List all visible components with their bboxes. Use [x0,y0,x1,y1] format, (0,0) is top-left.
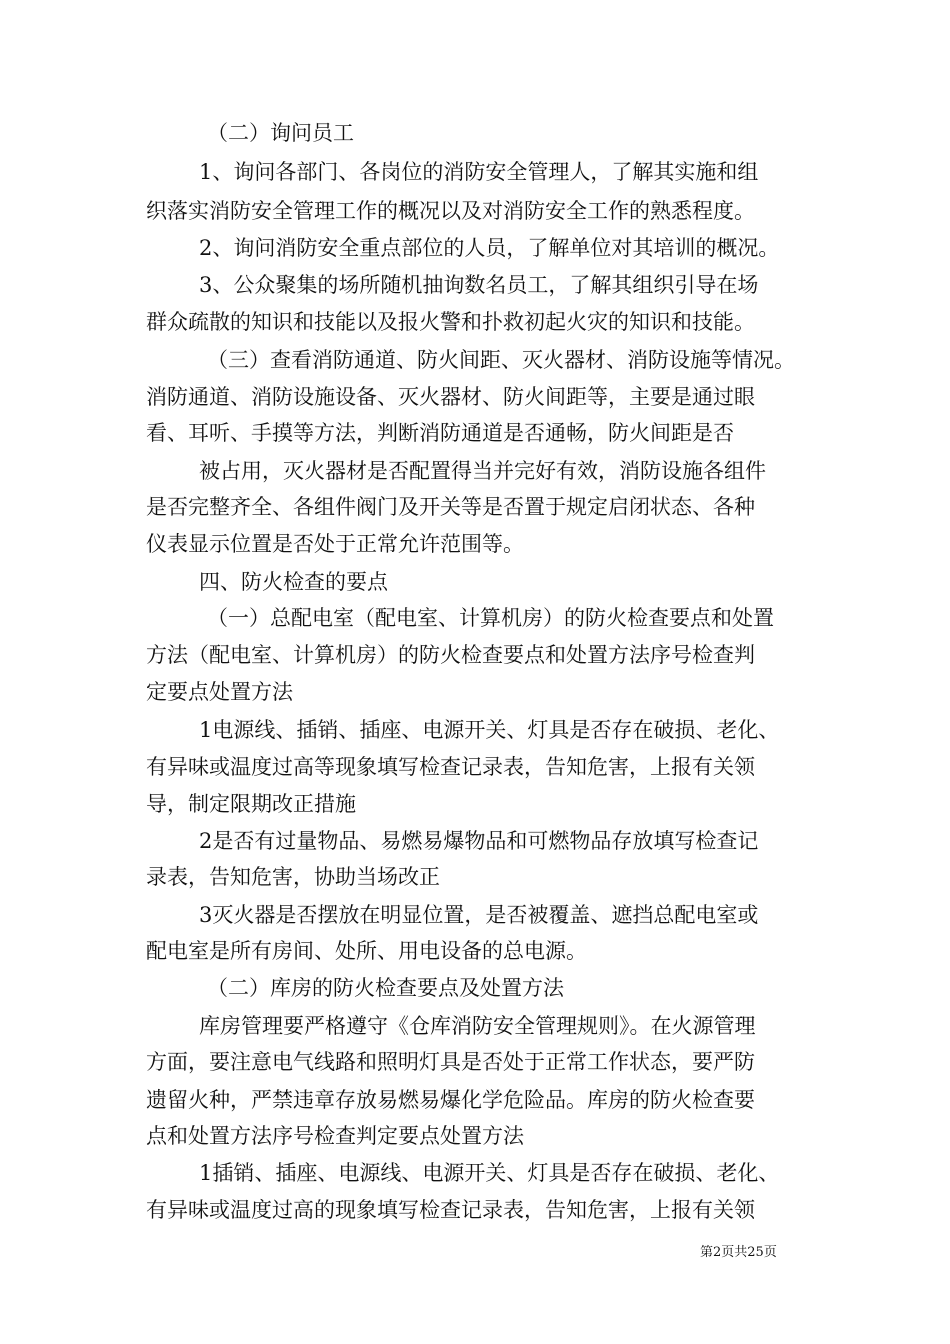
paragraph-line: 1、询问各部门、各岗位的消防安全管理人，了解其实施和组 [199,160,759,184]
paragraph-line: 定要点处置方法 [146,680,293,704]
paragraph-line: 录表，告知危害，协助当场改正 [146,865,440,889]
paragraph-line: 2是否有过量物品、易燃易爆物品和可燃物品存放填写检查记 [199,829,759,853]
paragraph-line: 1电源线、插销、插座、电源开关、灯具是否存在破损、老化、 [199,718,780,742]
page-number-footer: 第2页共25页 [700,1245,777,1260]
paragraph-line: 3、公众聚集的场所随机抽询数名员工，了解其组织引导在场 [199,273,759,297]
paragraph-line: 看、耳听、手摸等方法，判断消防通道是否通畅，防火间距是否 [146,421,734,445]
paragraph-line: 群众疏散的知识和技能以及报火警和扑救初起火灾的知识和技能。 [146,310,755,334]
paragraph-line: 点和处置方法序号检查判定要点处置方法 [146,1124,524,1148]
subsection-heading-power-room: （一）总配电室（配电室、计算机房）的防火检查要点和处置 [207,606,774,630]
paragraph-line: 有异味或温度过高的现象填写检查记录表，告知危害，上报有关领 [146,1198,755,1222]
paragraph-line: 1插销、插座、电源线、电源开关、灯具是否存在破损、老化、 [199,1161,780,1185]
paragraph-line: 有异味或温度过高等现象填写检查记录表，告知危害，上报有关领 [146,755,755,779]
section-heading-inspect-facilities: （三）查看消防通道、防火间距、灭火器材、消防设施等情况。 [207,348,795,372]
paragraph-line: 消防通道、消防设施设备、灭火器材、防火间距等，主要是通过眼 [146,385,755,409]
section-heading-key-points: 四、防火检查的要点 [199,570,388,594]
paragraph-line: 被占用，灭火器材是否配置得当并完好有效，消防设施各组件 [199,459,766,483]
paragraph-line: 导，制定限期改正措施 [146,792,356,816]
paragraph-line: 3灭火器是否摆放在明显位置，是否被覆盖、遮挡总配电室或 [199,903,759,927]
paragraph-line: 仪表显示位置是否处于正常允许范围等。 [146,532,524,556]
paragraph-line: 织落实消防安全管理工作的概况以及对消防安全工作的熟悉程度。 [146,199,755,223]
paragraph-line: 配电室是所有房间、处所、用电设备的总电源。 [146,939,587,963]
subsection-heading-warehouse: （二）库房的防火检查要点及处置方法 [207,976,564,1000]
paragraph-line: 2、询问消防安全重点部位的人员，了解单位对其培训的概况。 [199,236,780,260]
paragraph-line: 遗留火种，严禁违章存放易燃易爆化学危险品。库房的防火检查要 [146,1088,755,1112]
paragraph-line: 库房管理要严格遵守《仓库消防安全管理规则》。在火源管理 [199,1014,756,1038]
paragraph-line: 方法（配电室、计算机房）的防火检查要点和处置方法序号检查判 [146,643,755,667]
section-heading-ask-staff: （二）询问员工 [207,121,354,145]
paragraph-line: 方面，要注意电气线路和照明灯具是否处于正常工作状态，要严防 [146,1050,755,1074]
paragraph-line: 是否完整齐全、各组件阀门及开关等是否置于规定启闭状态、各种 [146,495,755,519]
